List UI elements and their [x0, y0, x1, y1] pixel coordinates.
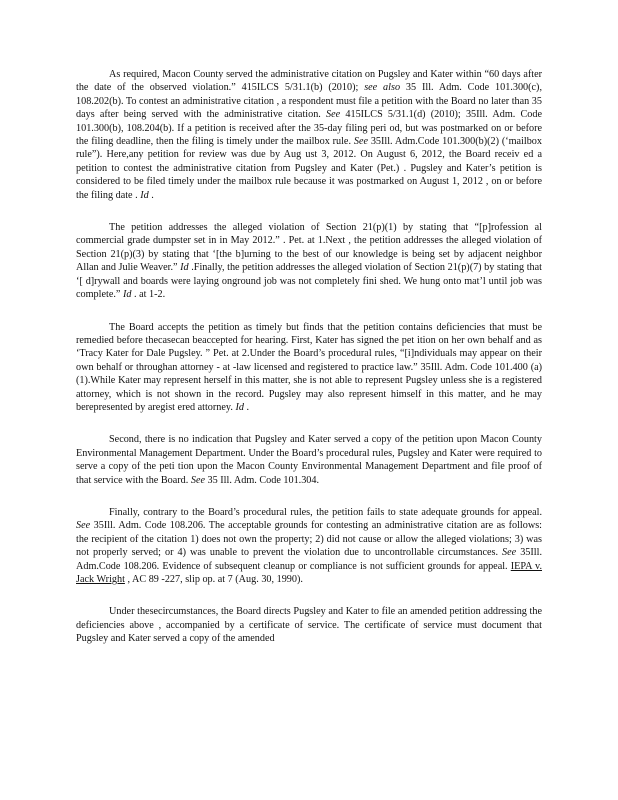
- paragraph-text: Second, there is no indication that Pugsley and Kater served a copy of the petition upon Macon County Environmental Management Department. Under the Board’s procedural rules, Pugsley and Kater were required to serve a copy of the peti tion upon the Macon County Environmental Management Department and file proof of that service with the Board.: [76, 434, 542, 486]
- paragraph-deficiencies: [76, 321, 542, 415]
- paragraph-text: 35Ill. Adm.Code 108.206. Evidence of subsequent cleanup or compliance is not sufficient grounds for appeal.: [76, 547, 542, 572]
- citation-signal: See: [190, 474, 205, 486]
- paragraph-text: As required, Macon County served the administrative citation on Pugsley and Kater within “60 days after the date of the observed violation.” 415ILCS 5/31.1(b) (2010);: [76, 69, 542, 94]
- paragraph-text: 35Ill. Adm.Code 101.300(b)(2) (‘mailbox rule”). Here,any petition for review was due by Aug ust 3, 2012. On August 6, 2012, the Board receiv ed a petition to contest the administrative citation from Pugsley and Kater (Pet.) . Pugsley and Kater’s petition is considered to be filed timely under the mailbox rule because it was postmarked on August 1, 2012 , on or before the filing date .: [76, 136, 542, 201]
- paragraph-text: , AC 89 -227, slip op. at 7 (Aug. 30, 1990).: [124, 574, 303, 585]
- paragraph-text: 35 Ill. Adm. Code 101.304.: [205, 474, 320, 486]
- paragraph-grounds-for-appeal: [76, 506, 542, 586]
- case-citation: IEPA v. Jack Wright: [76, 560, 542, 585]
- paragraph-text: Finally, contrary to the Board’s procedural rules, the petition fails to state adequate grounds for appeal.: [109, 506, 542, 518]
- citation-signal: Id: [140, 189, 149, 201]
- paragraph-service: [76, 433, 542, 487]
- paragraph-text: .Finally, the petition addresses the alleged violation of Section 21(p)(7) by stating that ‘[ d]rywall and boards were laying onground job was not completely fini shed. We hung onto mat’l until job was complete.”: [76, 262, 542, 301]
- citation-signal: Id: [180, 262, 189, 274]
- paragraph-text: . at 1-2.: [131, 289, 166, 301]
- paragraph-petition-addresses: [76, 221, 542, 301]
- paragraph-text: 35Ill. Adm. Code 108.206. The acceptable grounds for contesting an administrative citation are as follows: the recipient of the citation 1) does not own the property; 2) did not cause or allow the alleged violations; 3) was not properly served; or 4) was unable to prevent the violation due to uncontrollable circumstances.: [76, 520, 542, 559]
- paragraph-text: Under thesecircumstances, the Board directs Pugsley and Kater to file an amended petition addressing the deficiencies above , accompanied by a certificate of service. The certificate of service must document that Pugsley and Kater served a copy of the amended: [76, 606, 542, 645]
- citation-signal: See: [353, 136, 368, 148]
- citation-signal: See: [76, 520, 91, 532]
- citation-signal: see also: [364, 82, 401, 94]
- citation-signal: See: [502, 547, 517, 559]
- paragraph-text: The Board accepts the petition as timely but finds that the petition contains deficiencies that must be remedied before thecasecan beaccepted for hearing. First, Kater has signed the pet ition on her own behalf and as ‘Tracy Kater for Dale Pugsley. ” Pet. at 2.Under the Board’s procedural rules, “[i]ndividuals may appear on their own behalf or throughan attorney - at -law licensed and registered to practice law.” 35Ill. Adm. Code 101.400 (a)(1).While Kater may represent herself in this matter, she is not able to represent Pugsley unless she is a registered attorney, which is not shown in the record. Pugsley may also represent himself in this matter, and he may berepresented by aregist ered attorney.: [76, 321, 542, 413]
- paragraph-text: .: [243, 401, 250, 413]
- citation-signal: See: [326, 109, 341, 121]
- paragraph-amended-petition: [76, 605, 542, 645]
- paragraph-timely-filing: [76, 68, 542, 202]
- paragraph-text: 35 Ill. Adm. Code 101.300(c), 108.202(b). To contest an administrative citation , a respondent must file a petition with the Board no later than 35 days after being served with the administrative citation.: [76, 82, 542, 121]
- paragraph-text: 415ILCS 5/31.1(d) (2010); 35Ill. Adm. Code 101.300(b), 108.204(b). If a petition is received after the 35-day filing peri od, but was postmarked on or before the filing deadline, then the filing is timely under the mailbox rule.: [76, 109, 542, 148]
- citation-signal: Id: [122, 289, 132, 301]
- paragraph-text: .: [148, 189, 154, 201]
- paragraph-text: The petition addresses the alleged violation of Section 21(p)(1) by stating that “[p]rofession al commercial grade dumpster set in in May 2012.” . Pet. at 1.Next , the petition addresses the alleged violation of Section 21(p)(3) by stating that ‘[the b]urning to the best of our knowledge is being set by adjacent neighbor Allan and Julie Weaver.”: [76, 222, 542, 274]
- citation-signal: Id: [235, 401, 244, 413]
